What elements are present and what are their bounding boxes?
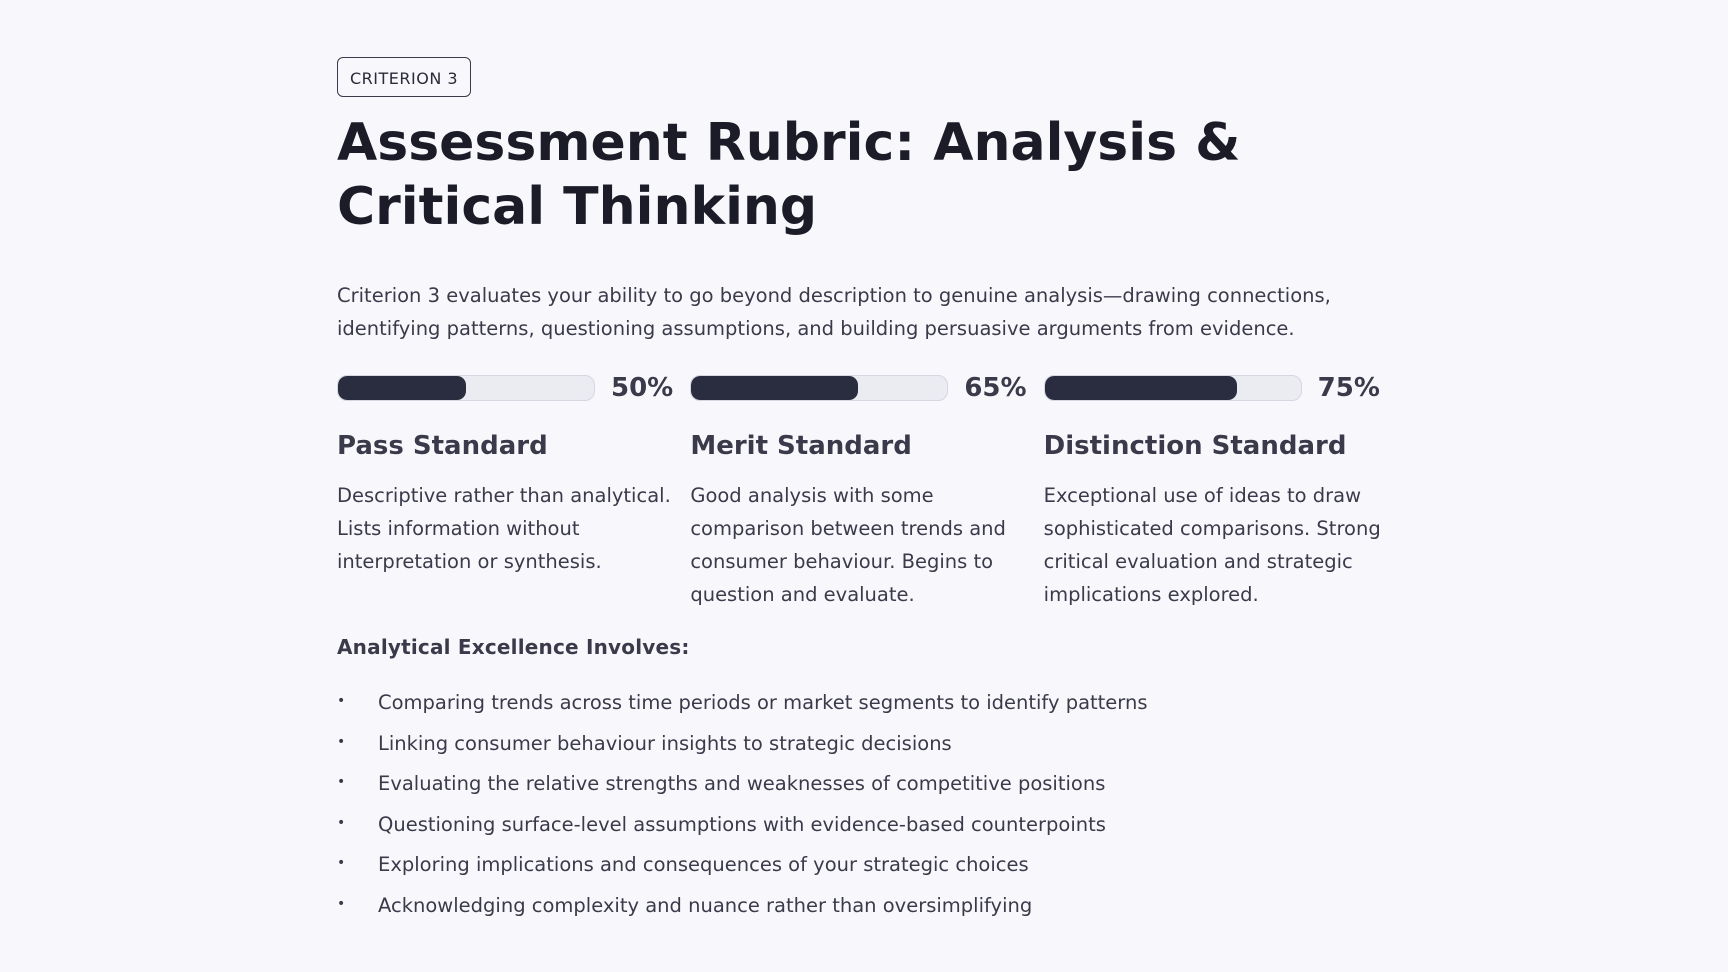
standard-title: Merit Standard xyxy=(690,431,912,461)
list-item xyxy=(337,886,1397,927)
standard-title: Distinction Standard xyxy=(1043,431,1347,461)
standard-description: Exceptional use of ideas to draw sophisticated comparisons. Strong critical evaluation and strategic implications explored. xyxy=(1043,484,1381,606)
progress-row xyxy=(1044,373,1397,403)
page-title: Assessment Rubric: Analysis & Critical Thinking xyxy=(337,113,1241,237)
progress-fill xyxy=(691,376,857,400)
standard-merit xyxy=(690,373,1043,611)
list-item xyxy=(337,845,1397,886)
bullet-icon: • xyxy=(337,814,346,831)
bullet-icon: • xyxy=(337,693,346,709)
bullet-icon: • xyxy=(337,733,346,750)
progress-fill xyxy=(1045,376,1237,400)
bullet-icon: • xyxy=(337,855,346,871)
progress-percent: 65% xyxy=(964,373,1027,403)
progress-percent: 75% xyxy=(1317,373,1380,403)
list-heading: Analytical Excellence Involves: xyxy=(337,635,690,659)
list-item xyxy=(337,683,1397,724)
standard-pass xyxy=(337,373,690,611)
bullet-icon: • xyxy=(337,895,346,912)
progress-track xyxy=(1044,375,1302,401)
list-item-text: Linking consumer behaviour insights to strategic decisions xyxy=(378,731,952,755)
list-item xyxy=(337,805,1397,846)
progress-row xyxy=(690,373,1043,403)
bullet-icon: • xyxy=(337,774,346,790)
list-item xyxy=(337,724,1397,765)
list-item-text: Comparing trends across time periods or market segments to identify patterns xyxy=(378,691,1148,714)
standard-title: Pass Standard xyxy=(337,431,548,461)
standard-distinction xyxy=(1044,373,1397,611)
progress-fill xyxy=(338,376,466,400)
standard-description: Good analysis with some comparison between trends and consumer behaviour. Begins to question and evaluate. xyxy=(690,484,1006,606)
excellence-list xyxy=(337,683,1397,926)
progress-row xyxy=(337,373,690,403)
list-item-text: Exploring implications and consequences of your strategic choices xyxy=(378,853,1029,876)
progress-track xyxy=(337,375,595,401)
progress-percent: 50% xyxy=(611,373,674,403)
criterion-badge: CRITERION 3 xyxy=(337,57,471,97)
list-item-text: Questioning surface-level assumptions with evidence-based counterpoints xyxy=(378,812,1106,836)
standard-description: Descriptive rather than analytical. Lists information without interpretation or synthesis. xyxy=(337,484,671,573)
rubric-content xyxy=(337,57,1397,926)
list-item-text: Acknowledging complexity and nuance rather than oversimplifying xyxy=(378,893,1033,917)
list-item xyxy=(337,764,1397,805)
standards-row xyxy=(337,373,1397,611)
list-item-text: Evaluating the relative strengths and weaknesses of competitive positions xyxy=(378,772,1106,795)
intro-paragraph: Criterion 3 evaluates your ability to go beyond description to genuine analysis—drawing connections, identifying patterns, questioning assumptions, and building persuasive arguments from evidence. xyxy=(337,284,1331,340)
progress-track xyxy=(690,375,948,401)
